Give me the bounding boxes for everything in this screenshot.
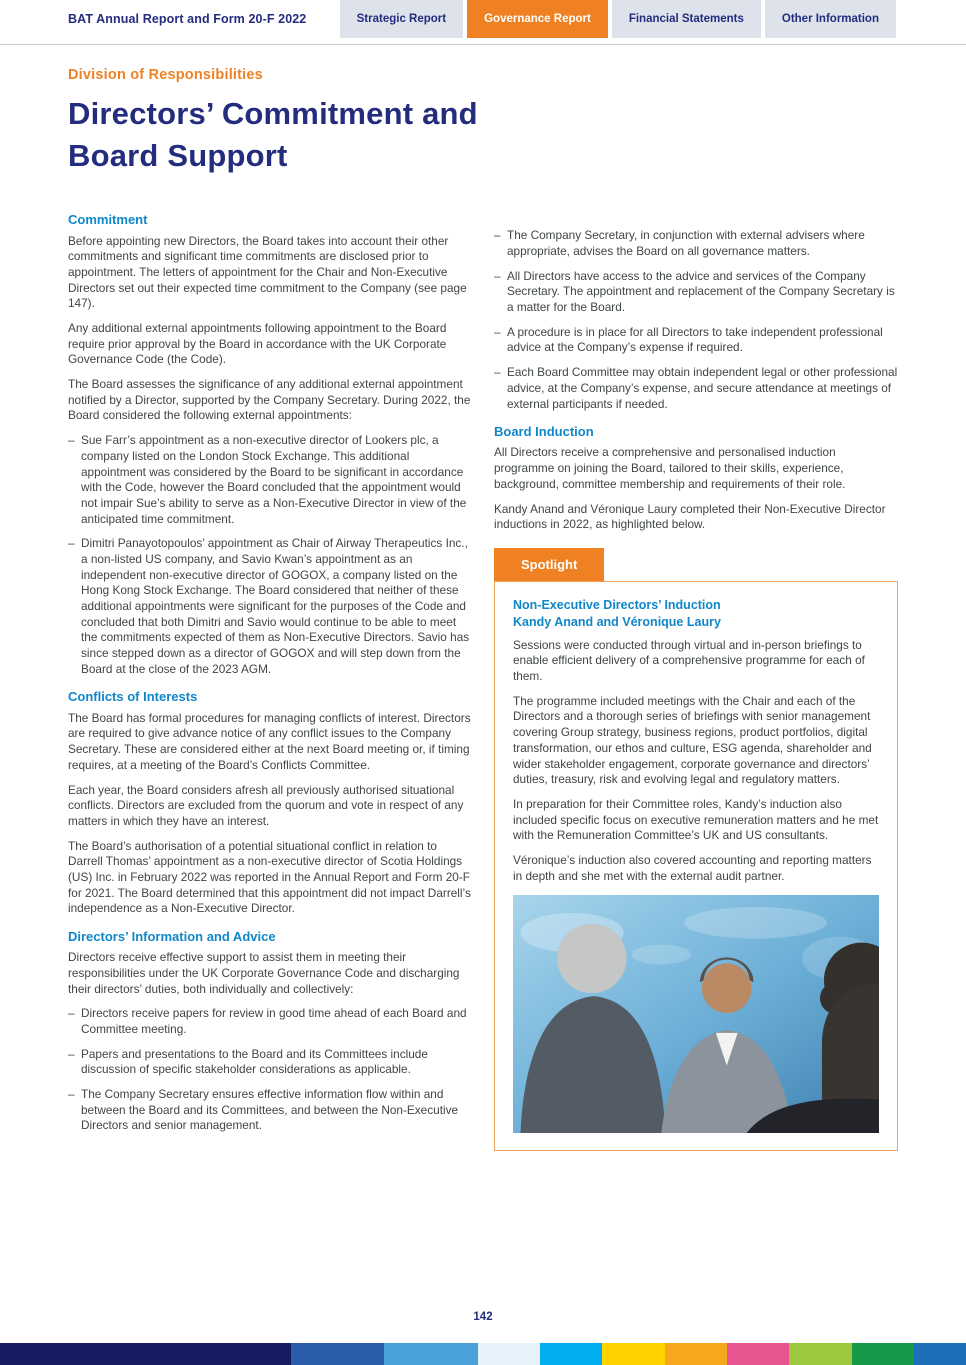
- bullet-item: [494, 325, 898, 356]
- bullet-item: [68, 1047, 472, 1078]
- induction-photo: [513, 895, 879, 1133]
- bullet-text: The Company Secretary, in conjunction with external advisers where appropriate, advises the Board on all governance matters.: [507, 228, 865, 258]
- paragraph: All Directors receive a comprehensive and personalised induction programme on joining the Board, tailored to their skills, experience, background, committee membership and requirements of their role.: [494, 445, 846, 491]
- section-tabs: [340, 0, 896, 38]
- spotlight-tab-label: Spotlight: [494, 548, 604, 581]
- header: [0, 0, 966, 38]
- section-eyebrow: Division of Responsibilities: [68, 67, 263, 83]
- color-bar-segment: [914, 1343, 966, 1365]
- tab-other-information[interactable]: Other Information: [765, 0, 896, 38]
- tab-strategic-report[interactable]: Strategic Report: [340, 0, 463, 38]
- color-bar-segment: [852, 1343, 914, 1365]
- color-bar-segment: [540, 1343, 602, 1365]
- paragraph: In preparation for their Committee roles, Kandy’s induction also included specific focus on executive remuneration matters and he met with the Remuneration Committee’s UK and US consultants.: [513, 796, 879, 843]
- paragraph: Véronique’s induction also covered accounting and reporting matters in depth and she met with the external audit partner.: [513, 852, 872, 883]
- bullet-text: Sue Farr’s appointment as a non-executive director of Lookers plc, a company listed on the London Stock Exchange. This additional appointment was considered by the Board to be significant in accordance with the Code, however the Board concluded that the appointment would not impair Sue’s ability to serve as a Non-Executive Director in view of the anticipated time commitment.: [81, 433, 467, 526]
- paragraph: Directors receive effective support to assist them in meeting their responsibilities under the UK Corporate Governance Code and discharging their directors’ duties, both individually and collectively:: [68, 950, 460, 996]
- bullet-item: [494, 365, 898, 412]
- bullet-item: [68, 433, 472, 527]
- paragraph: Before appointing new Directors, the Board takes into account their other commitments and significant time commitments are disclosed prior to appointment. The letters of appointment for the Chair and Non-Executive Directors set out their expected time commitment to the Company (see page 147).: [68, 233, 467, 311]
- tab-governance-report[interactable]: Governance Report: [467, 0, 608, 38]
- bullet-item: [494, 269, 898, 316]
- bullet-text: A procedure is in place for all Directors to take independent professional advice at the Company’s expense if required.: [507, 324, 883, 355]
- bullet-item: [68, 1087, 472, 1134]
- color-bar-segment: [384, 1343, 477, 1365]
- paragraph: Sessions were conducted through virtual and in-person briefings to enable efficient delivery of a comprehensive programme for each of them.: [513, 637, 865, 684]
- paragraph: The Board assesses the significance of any additional external appointment notified by a Director, supported by the Company Secretary. During 2022, the Board considered the following external appointments:: [68, 377, 471, 423]
- bullet-text: Papers and presentations to the Board and its Committees include discussion of specific stakeholder considerations as applicable.: [81, 1046, 428, 1077]
- spotlight-heading: [513, 597, 879, 632]
- color-bar-segment: [727, 1343, 789, 1365]
- left-column: [68, 211, 472, 1151]
- spotlight-section: [494, 548, 898, 1151]
- color-bar-segment: [478, 1343, 540, 1365]
- heading-conflicts-of-interests: Conflicts of Interests: [68, 689, 198, 705]
- bullet-text: All Directors have access to the advice and services of the Company Secretary. The appointment and replacement of the Company Secretary is a matter for the Board.: [507, 268, 895, 315]
- page-number: 142: [473, 1311, 493, 1323]
- color-bar-segment: [291, 1343, 384, 1365]
- color-bar-segment: [602, 1343, 664, 1365]
- report-title: BAT Annual Report and Form 20-F 2022: [68, 12, 307, 26]
- paragraph: Kandy Anand and Véronique Laury completed their Non-Executive Director inductions in 2022, as highlighted below.: [494, 501, 886, 532]
- color-bar-segment: [0, 1343, 291, 1365]
- paragraph: The Board’s authorisation of a potential situational conflict in relation to Darrell Thomas’ appointment as a non-executive director of Scotia Holdings (US) Inc. in February 2022 was reported in the Annual Report and Form 20-F for 2021. The Board determined that this appointment did not impact Darrell’s independence as a Non-Executive Director.: [68, 838, 471, 916]
- spotlight-heading-line2: Kandy Anand and Véronique Laury: [513, 615, 721, 630]
- bullet-text: Directors receive papers for review in good time ahead of each Board and Committee meeting.: [81, 1006, 467, 1037]
- page-title-line2: Board Support: [68, 138, 288, 174]
- bullet-text: Dimitri Panayotopoulos’ appointment as Chair of Airway Therapeutics Inc., a non-listed US company, and Savio Kwan’s appointment as an independent non-executive director of GOGOX, a company listed on the Hong Kong Stock Exchange. The Board considered that neither of these additional appointments were significant for the purposes of the Code and concluded that both Dimitri and Savio would continue to be able to meet the commitments expected of them as Non-Executive Directors. Savio has since stepped down as a director of GOGOX and will step down from the Board at the close of the 2023 AGM.: [81, 536, 470, 676]
- bullet-item: [68, 536, 472, 677]
- spotlight-box: [494, 581, 898, 1151]
- spotlight-heading-line1: Non-Executive Directors’ Induction: [513, 598, 721, 613]
- two-column-layout: [68, 211, 898, 1151]
- heading-commitment: Commitment: [68, 212, 148, 228]
- color-bar-segment: [789, 1343, 851, 1365]
- color-bar-segment: [665, 1343, 727, 1365]
- paragraph: The programme included meetings with the Chair and each of the Directors and a thorough series of briefings with senior management covering Group strategy, business regions, product portfolios, digital transformation, our ethos and culture, ESG agenda, shareholder and wider stakeholder engagement, corporate governance and directors’ duties, treasury, risk and evolving legal and regulatory matters.: [513, 693, 872, 787]
- page-title: [68, 93, 898, 177]
- main-content: [0, 45, 966, 1151]
- paragraph: Each year, the Board considers afresh all previously authorised situational conflicts. Directors are excluded from the quorum and vote in respect of any matters in which they have an interest.: [68, 782, 464, 828]
- page-title-line1: Directors’ Commitment and: [68, 96, 478, 131]
- paragraph: The Board has formal procedures for managing conflicts of interest. Directors are required to give advance notice of any conflict issues to the Company Secretary. These are considered either at the next Board meeting or, if timing requires, at a meeting of the Board’s Conflicts Committee.: [68, 710, 471, 772]
- right-column: [494, 211, 898, 1151]
- footer-color-bar: [0, 1343, 966, 1365]
- heading-board-induction: Board Induction: [494, 424, 594, 440]
- heading-directors-information-and-advice: Directors’ Information and Advice: [68, 929, 276, 944]
- bullet-item: [68, 1006, 472, 1037]
- bullet-item: [494, 228, 898, 259]
- paragraph: Any additional external appointments following appointment to the Board require prior approval by the Board in accordance with the UK Corporate Governance Code (the Code).: [68, 321, 447, 367]
- bullet-text: The Company Secretary ensures effective information flow within and between the Board and its Committees, and between the Non-Executive Directors and senior management.: [81, 1087, 459, 1133]
- tab-financial-statements[interactable]: Financial Statements: [612, 0, 761, 38]
- bullet-text: Each Board Committee may obtain independent legal or other professional advice, at the Company’s expense, and secure attendance at meetings of external participants if needed.: [507, 365, 898, 411]
